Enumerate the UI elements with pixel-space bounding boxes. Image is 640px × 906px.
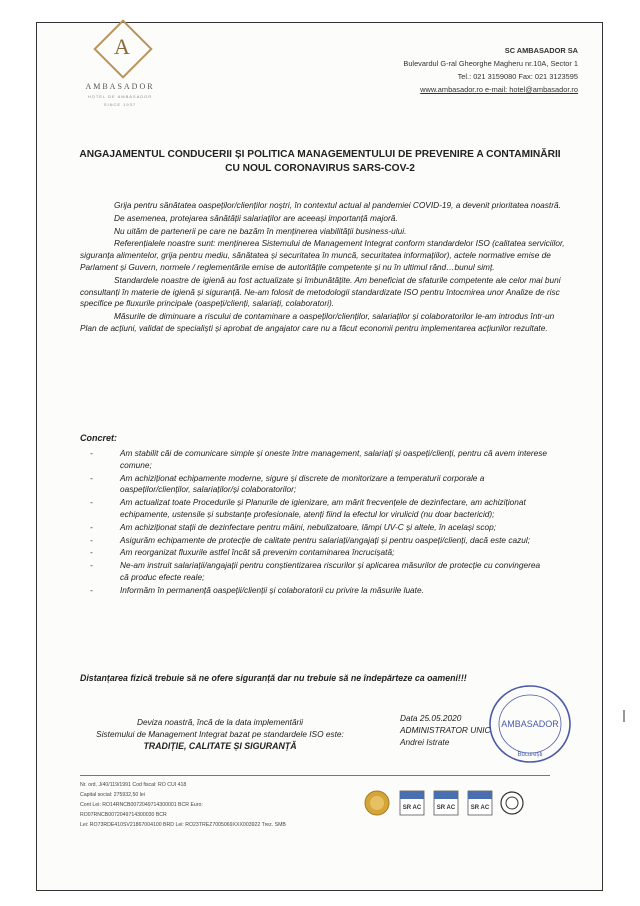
footer-line: Lei: RO73RDE410SV21867004100 BRD Lei: RO23TREZ7005069XXX003922 Trez. SMB	[80, 822, 286, 828]
srac-cert-icon	[434, 791, 458, 815]
document-title	[60, 148, 580, 176]
footer-registration	[80, 780, 350, 830]
list-item	[90, 535, 550, 547]
cert-label: SR AC	[402, 805, 422, 811]
bullet-dash-icon: -	[90, 521, 93, 532]
company-phone: Tel.: 021 3159080 Fax: 021 3123595	[457, 72, 578, 81]
footer-line: Nr. ord. J/40/119/1991 Cod fiscal: RO CUI 418	[80, 782, 187, 788]
list-item	[90, 547, 550, 559]
bullet-dash-icon: -	[90, 497, 93, 508]
distance-statement: Distanțarea fizică trebuie să ne ofere siguranță dar nu trebuie să ne îndepărteze ca oameni!!!	[80, 673, 467, 683]
company-address: Bulevardul G-ral Gheorghe Magheru nr.10A, Sector 1	[403, 59, 578, 68]
stamp-label: AMBASADOR	[501, 719, 559, 729]
title-line-2: CU NOUL CORONAVIRUS SARS-COV-2	[225, 163, 415, 174]
list-item	[90, 448, 550, 472]
paragraph: Măsurile de diminuare a riscului de contaminare a oaspeților/clienților, salariaților și colaboratorilor le-am introdus într-un Plan de acțiuni, validat de specialiști și aprobat de angajator care nu a făcut economii pentru implementarea acțiunilor rezultate.	[80, 311, 555, 333]
iqnet-cert-icon	[501, 792, 523, 814]
bullet-dash-icon: -	[90, 560, 93, 571]
company-info	[403, 44, 578, 96]
paragraph: De asemenea, protejarea sănătății salariaților are aceeași importanță majoră.	[114, 212, 398, 223]
title-line-1: ANGAJAMENTUL CONDUCERII ȘI POLITICA MANAGEMENTULUI DE PREVENIRE A CONTAMINĂRII	[79, 149, 561, 160]
list-item-text: Am achiziționat stații de dezinfectare pentru mâini, nebulizatoare, lămpi UV-C și altele, în același scop;	[120, 521, 497, 532]
cert-label: SR AC	[436, 805, 456, 811]
list-item-text: Am reorganizat fluxurile astfel încât să prevenim contaminarea încrucișată;	[120, 547, 395, 558]
footer-line: Cont Lei: RO14RNCB0072049714300001 BCR Euro:	[80, 802, 203, 808]
bullet-dash-icon: -	[90, 448, 93, 458]
footer-line: RO07RNCB0072049714300030 BCR	[80, 812, 167, 818]
srac-cert-icon	[468, 791, 492, 815]
list-item-text: Informăm în permanență oaspeții/clienții și colaboratorii cu privire la măsurile luate.	[120, 584, 424, 595]
list-item-text: Am achiziționat echipamente moderne, sigure și discrete de monitorizare a temperaturii corporale a oaspeților/clienților, salariaților/și colaboratorilor;	[120, 472, 485, 495]
award-seal-icon	[365, 791, 389, 815]
paragraph: Grija pentru sănătatea oaspeților/clienților noștri, în contextul actual al pandemiei COVID-19, a devenit prioritatea noastră.	[114, 200, 561, 210]
paragraph: Standardele noastre de igienă au fost actualizate și îmbunătățite. Am beneficiat de sfaturile competente ale celor mai buni consultanți în materie de igienă și siguranță. Ne-am folosit de metodologii standardizate ISO pentru întocmirea unor Analize de risc specifice pe fluxurile principale (oaspeți/clienți, salariați, colaboratori).	[80, 274, 561, 309]
document-body	[80, 200, 568, 336]
measures-list	[90, 448, 550, 598]
signature-role: ADMINISTRATOR UNIC	[400, 725, 491, 735]
list-item-text: Ne-am instruit salariații/angajații pentru conștientizarea riscurilor și aplicarea măsurilor de protecție cu convingerea că produc efecte reale;	[120, 560, 541, 582]
certification-badges	[362, 788, 542, 818]
paragraph: Referențialele noastre sunt: menținerea Sistemului de Management Integrat conform standardelor ISO (calitatea serviciilor, siguranța alimentelor, grija pentru mediu, sănătatea și securitatea în muncă, securitatea informațiilor), actele normative emise de Parlament și Guvern, normele / reglementările emise de autoritățile competente și nu în ultimul rând…bunul simț.	[80, 238, 565, 272]
logo-name: AMBASADOR	[85, 82, 155, 91]
hotel-logo	[60, 26, 180, 121]
bullet-dash-icon: -	[90, 584, 93, 595]
cert-label: SR AC	[470, 805, 490, 811]
logo-tagline: HOTEL DE AMBASADOR	[87, 94, 153, 99]
signature-block	[400, 712, 491, 748]
footer-line: Capital social: 275932,50 lei	[80, 792, 145, 798]
list-item-text: Am actualizat toate Procedurile și Planurile de igienizare, am mărit frecvențele de dezinfectare, am achiziționat echipamente, ustensile și substanțe profesionale, atenți fiind la efectul lor virulicid (nu doar bactericid);	[120, 497, 526, 519]
footer-divider	[80, 775, 550, 776]
company-name: SC AMBASADOR SA	[504, 46, 578, 55]
list-item-text: Asigurăm echipamente de protecție de calitate pentru salariați/angajați și pentru oaspeți/clienți, dacă este cazul;	[120, 534, 531, 545]
motto-line-3: TRADIȚIE, CALITATE ȘI SIGURANȚĂ	[143, 741, 297, 751]
logo-since: SINCE 1937	[103, 102, 137, 107]
list-item	[90, 497, 550, 521]
list-item	[90, 522, 550, 534]
bullet-dash-icon: -	[90, 547, 93, 558]
signature-date: Data 25.05.2020	[400, 713, 462, 723]
logo-letter: A	[114, 34, 130, 59]
paragraph: Nu uităm de partenerii pe care ne bazăm în menținerea viabilității business-ului.	[114, 225, 407, 236]
scan-mark	[623, 710, 625, 722]
stamp-city: București	[517, 752, 543, 758]
motto-line-1: Deviza noastră, încă de la data implementării	[136, 717, 304, 727]
concret-heading: Concret:	[80, 433, 118, 443]
list-item	[90, 473, 550, 497]
bullet-dash-icon: -	[90, 472, 93, 483]
srac-cert-icon	[400, 791, 424, 815]
list-item-text: Am stabilit căi de comunicare simple și oneste între management, salariați și oaspeți/clienți, pentru că avem interese comune;	[120, 448, 548, 470]
motto-line-2: Sistemului de Management Integrat bazat pe standardele ISO este:	[96, 729, 344, 739]
company-web-email[interactable]: www.ambasador.ro e-mail: hotel@ambasador.ro	[420, 85, 578, 94]
list-item	[90, 560, 550, 584]
bullet-dash-icon: -	[90, 534, 93, 545]
signature-name: Andrei Istrate	[400, 737, 450, 747]
list-item	[90, 585, 550, 597]
motto	[70, 716, 370, 752]
